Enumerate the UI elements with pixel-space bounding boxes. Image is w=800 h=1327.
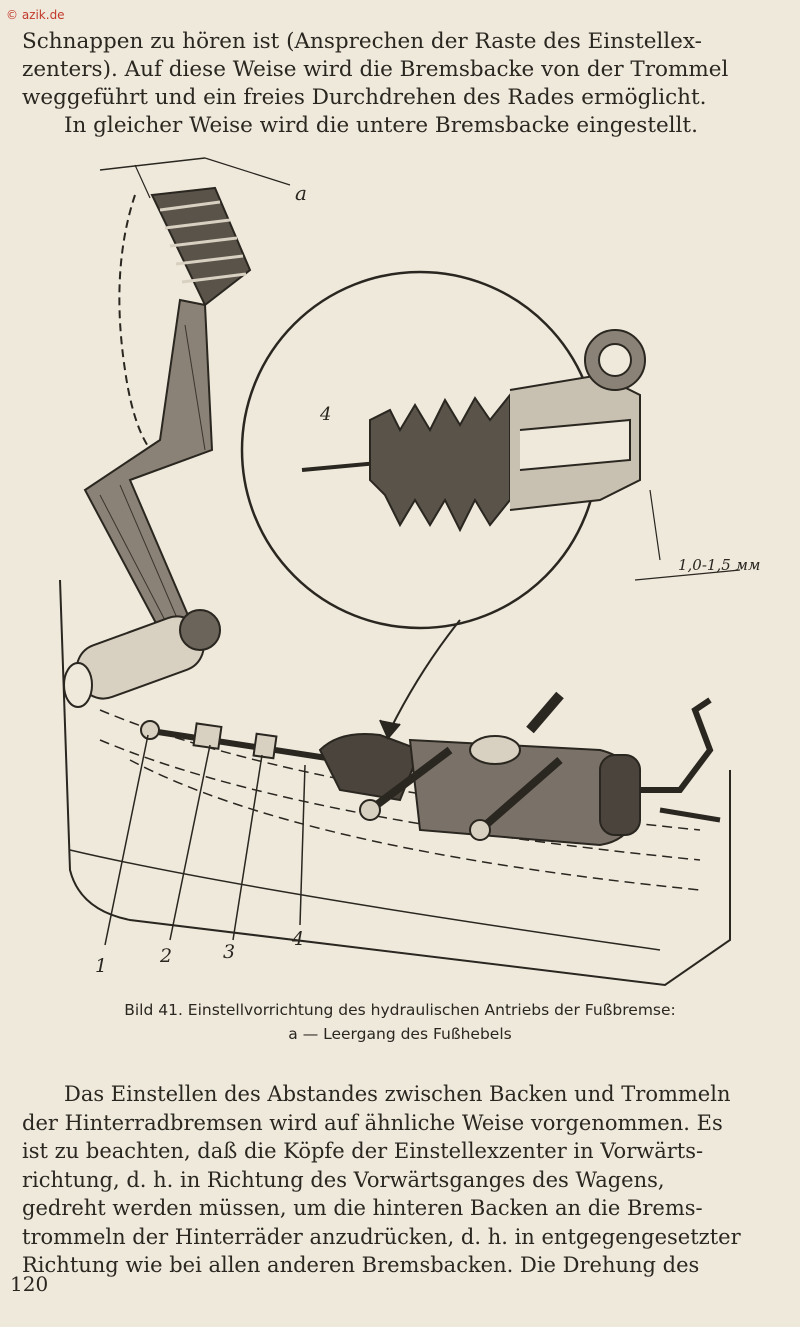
pivot-shaft <box>64 609 220 707</box>
detail-label-4: 4 <box>320 404 332 425</box>
pedal-travel-outline <box>119 195 160 460</box>
text-line: Richtung wie bei allen anderen Bremsbacken. Die Drehung des <box>22 1253 700 1277</box>
text-line: trommeln der Hinterräder anzudrücken, d. h. in entgegengesetzter <box>22 1224 741 1249</box>
callout-1: 1 <box>95 955 108 977</box>
watermark: © azik.de <box>6 8 65 22</box>
dimension-label: 1,0-1,5 мм <box>678 556 761 574</box>
dimension-line-a <box>100 158 205 170</box>
page-number: 120 <box>10 1272 49 1296</box>
callout-3: 3 <box>223 941 236 963</box>
callout-4: 4 <box>292 928 305 950</box>
pedal-pad <box>152 188 250 305</box>
caption-line-1: Bild 41. Einstellvorrichtung des hydraulischen Antriebs der Fußbremse: <box>124 1001 676 1019</box>
caption-line-2: a — Leergang des Fußhebels <box>288 1025 512 1043</box>
callout-2: 2 <box>160 945 173 967</box>
text-line: Schnappen zu hören ist (Ansprechen der Raste des Einstellex- <box>22 29 702 54</box>
figure-caption <box>0 998 800 1046</box>
detail-circle <box>242 272 760 628</box>
detail-arrow <box>390 620 460 730</box>
text-line: zenters). Auf diese Weise wird die Bremsbacke von der Trommel <box>22 57 729 82</box>
bottom-paragraph <box>22 1080 784 1280</box>
brake-adjustment-figure <box>40 150 770 995</box>
top-paragraph <box>22 28 784 140</box>
label-a: a <box>295 181 307 205</box>
text-line: Das Einstellen des Abstandes zwischen Backen und Trommeln <box>64 1082 731 1106</box>
text-line: richtung, d. h. in Richtung des Vorwärtsganges des Wagens, <box>22 1167 665 1192</box>
text-line: ist zu beachten, daß die Köpfe der Einstellexzenter in Vorwärts- <box>22 1139 704 1163</box>
text-line: weggeführt und ein freies Durchdrehen des Rades ermöglicht. <box>22 85 707 110</box>
callout-leaders <box>105 735 305 945</box>
text-line: In gleicher Weise wird die untere Bremsbacke eingestellt. <box>64 113 698 138</box>
text-line: der Hinterradbremsen wird auf ähnliche Weise vorgenommen. Es <box>22 1110 723 1135</box>
master-cylinder <box>320 695 720 845</box>
text-line: gedreht werden müssen, um die hinteren Backen an die Brems- <box>22 1196 703 1220</box>
push-rod <box>141 721 340 760</box>
